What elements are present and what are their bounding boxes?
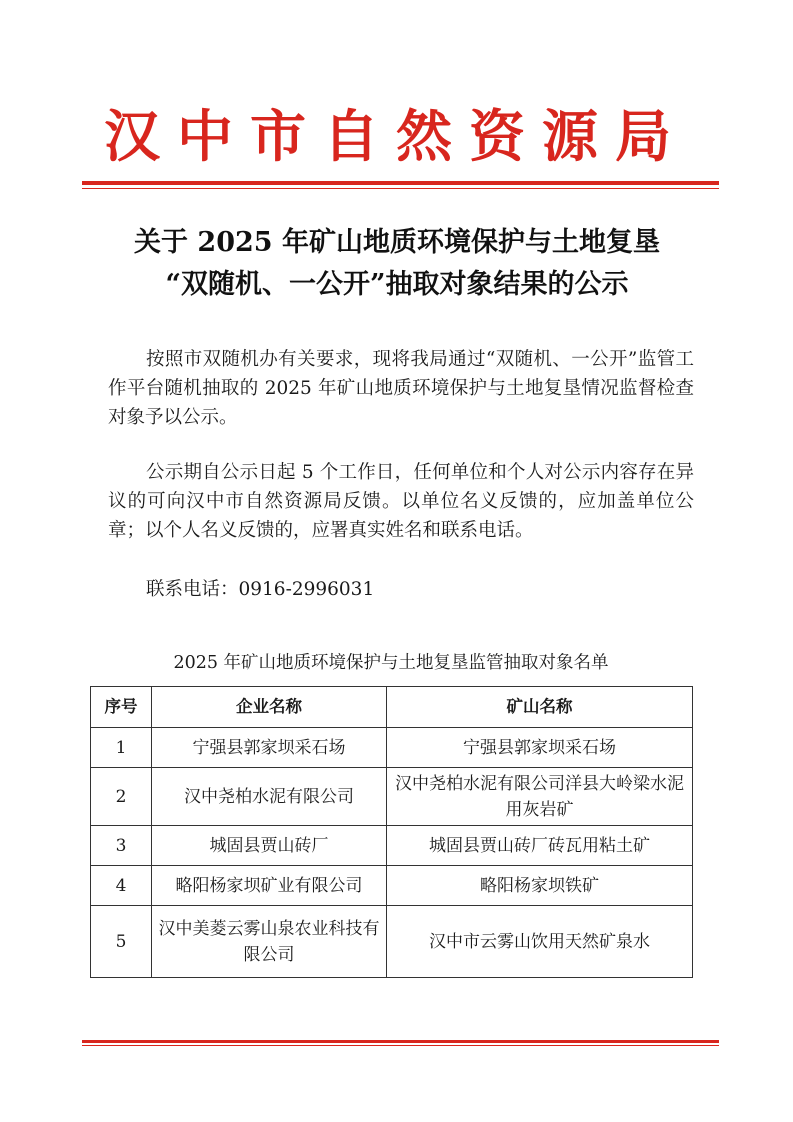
paragraph-feedback: 公示期自公示日起 5 个工作日，任何单位和个人对公示内容存在异议的可向汉中市自然资源局反馈。以单位名义反馈的，应加盖单位公章；以个人名义反馈的，应署真实姓名和联系电话。 xyxy=(108,462,694,541)
red-rule-bottom-thin xyxy=(82,1045,719,1046)
table-caption: 2025 年矿山地质环境保护与土地复垦监管抽取对象名单 xyxy=(173,653,609,673)
red-rule-top xyxy=(82,181,719,185)
table-row xyxy=(91,768,693,826)
cell-company: 略阳杨家坝矿业有限公司 xyxy=(152,866,387,906)
table-row xyxy=(91,826,693,866)
cell-no: 2 xyxy=(91,768,152,826)
cell-mine: 略阳杨家坝铁矿 xyxy=(387,866,693,906)
title-line-1: 关于 2025 年矿山地质环境保护与土地复垦 xyxy=(134,227,660,258)
paragraph-announcement: 按照市双随机办有关要求，现将我局通过“双随机、一公开”监管工作平台随机抽取的 2025 年矿山地质环境保护与土地复垦情况监督检查对象予以公示。 xyxy=(108,349,694,428)
cell-company: 汉中美菱云雾山泉农业科技有限公司 xyxy=(152,906,387,978)
paragraph-contact: 联系电话：0916-2996031 xyxy=(146,579,375,600)
table-row xyxy=(91,866,693,906)
cell-mine: 城固县贾山砖厂砖瓦用粘土矿 xyxy=(387,826,693,866)
table-row xyxy=(91,728,693,768)
cell-no: 4 xyxy=(91,866,152,906)
cell-no: 3 xyxy=(91,826,152,866)
masthead: 汉中市自然资源局 xyxy=(104,104,688,170)
cell-company: 城固县贾山砖厂 xyxy=(152,826,387,866)
header-no: 序号 xyxy=(91,687,152,728)
red-rule-bottom xyxy=(82,1040,719,1043)
cell-company: 汉中尧柏水泥有限公司 xyxy=(152,768,387,826)
cell-mine: 汉中市云雾山饮用天然矿泉水 xyxy=(387,906,693,978)
cell-company: 宁强县郭家坝采石场 xyxy=(152,728,387,768)
cell-mine: 宁强县郭家坝采石场 xyxy=(387,728,693,768)
title-line-2: “双随机、一公开”抽取对象结果的公示 xyxy=(165,269,629,300)
document-title xyxy=(86,222,708,306)
cell-mine: 汉中尧柏水泥有限公司洋县大岭梁水泥用灰岩矿 xyxy=(387,768,693,826)
header-mine: 矿山名称 xyxy=(387,687,693,728)
selection-table xyxy=(90,686,693,978)
red-rule-top-thin xyxy=(82,188,719,189)
table-row xyxy=(91,906,693,978)
cell-no: 5 xyxy=(91,906,152,978)
table-header-row xyxy=(91,687,693,728)
header-company: 企业名称 xyxy=(152,687,387,728)
cell-no: 1 xyxy=(91,728,152,768)
